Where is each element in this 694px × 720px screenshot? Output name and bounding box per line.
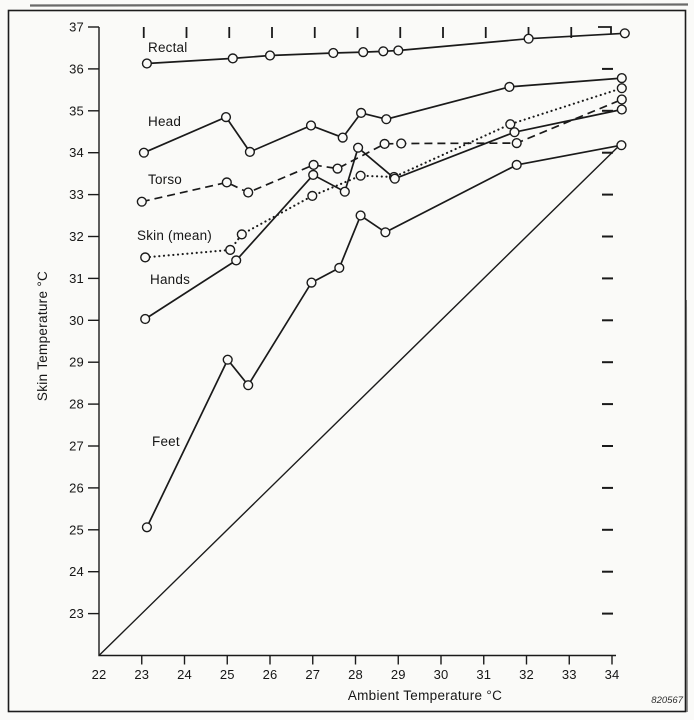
data-point-marker — [307, 278, 316, 287]
x-axis-title: Ambient Temperature °C — [347, 688, 503, 703]
series-label-skin-mean: Skin (mean) — [137, 228, 212, 243]
data-point-marker — [329, 49, 338, 58]
x-axis — [92, 656, 620, 683]
data-point-marker — [359, 48, 368, 57]
y-tick-label: 28 — [69, 396, 84, 412]
data-point-marker — [143, 59, 152, 68]
y-tick-label: 34 — [69, 145, 84, 161]
x-tick-label: 22 — [91, 667, 107, 682]
y-tick-label: 33 — [69, 187, 84, 203]
data-point-marker — [379, 47, 388, 56]
x-tick-label: 33 — [561, 667, 577, 682]
series-torso — [137, 95, 626, 206]
data-point-marker — [617, 105, 626, 114]
y-tick-label: 30 — [69, 312, 84, 328]
x-tick-label: 25 — [219, 667, 235, 682]
page-border — [9, 11, 686, 712]
top-ticks — [144, 27, 572, 38]
x-tick-label: 28 — [348, 667, 363, 682]
data-point-marker — [143, 523, 152, 532]
scan-smudge-right — [686, 300, 687, 712]
data-point-marker — [354, 143, 363, 152]
data-point-marker — [382, 115, 391, 124]
data-point-marker — [356, 171, 365, 180]
y-tick-label: 36 — [69, 61, 84, 77]
data-point-marker — [394, 46, 403, 55]
data-point-marker — [141, 253, 150, 262]
data-point-marker — [237, 230, 246, 239]
data-point-marker — [308, 192, 317, 201]
y-tick-label: 35 — [69, 103, 84, 119]
corner-tick — [598, 27, 611, 34]
y-axis — [69, 20, 99, 622]
y-tick-label: 27 — [69, 438, 84, 454]
series-label-head: Head — [148, 114, 182, 129]
data-point-marker — [617, 95, 626, 104]
x-tick-label: 31 — [476, 667, 492, 682]
data-point-marker — [381, 228, 390, 237]
y-tick-label: 31 — [69, 270, 84, 286]
data-point-marker — [617, 141, 626, 150]
data-point-marker — [309, 171, 318, 180]
data-point-marker — [620, 29, 629, 38]
series-label-hands: Hands — [150, 272, 191, 287]
x-tick-label: 23 — [134, 667, 150, 682]
data-point-marker — [380, 140, 389, 149]
data-point-marker — [512, 139, 521, 148]
data-point-marker — [232, 256, 241, 265]
data-point-marker — [617, 84, 626, 93]
series-rectal — [143, 29, 630, 68]
data-point-marker — [137, 197, 146, 206]
x-tick-label: 26 — [262, 667, 278, 682]
y-tick-label: 25 — [69, 522, 84, 538]
data-point-marker — [244, 188, 253, 197]
x-tick-label: 24 — [177, 667, 192, 682]
figure-number: 820567 — [651, 695, 683, 706]
y-tick-label: 32 — [69, 229, 84, 244]
series-label-torso: Torso — [148, 172, 183, 187]
y-tick-label: 29 — [69, 354, 84, 370]
y-tick-label: 26 — [69, 480, 84, 496]
data-point-marker — [226, 246, 235, 255]
scan-smudge-top — [30, 5, 688, 6]
data-point-marker — [223, 355, 232, 364]
data-point-marker — [397, 139, 406, 148]
series-label-rectal: Rectal — [148, 40, 188, 55]
data-point-marker — [222, 178, 231, 187]
data-point-marker — [617, 74, 626, 83]
data-point-marker — [510, 128, 519, 137]
series-feet — [143, 141, 626, 532]
series-hands — [141, 105, 626, 323]
data-point-marker — [333, 164, 342, 173]
data-point-marker — [246, 148, 255, 157]
data-point-marker — [512, 161, 521, 170]
series-label-feet: Feet — [152, 434, 180, 449]
x-tick-label: 30 — [433, 667, 449, 682]
y-axis-title: Skin Temperature °C — [35, 270, 50, 402]
series-feet-line — [147, 145, 622, 527]
x-tick-label: 32 — [519, 667, 534, 682]
x-tick-label: 29 — [390, 667, 406, 682]
y-tick-label: 24 — [69, 564, 84, 580]
data-point-marker — [140, 148, 149, 157]
right-ticks — [602, 69, 613, 614]
data-point-marker — [505, 83, 514, 92]
data-point-marker — [266, 51, 275, 60]
y-tick-label: 23 — [69, 606, 84, 622]
data-point-marker — [356, 211, 365, 220]
data-point-marker — [309, 161, 318, 170]
x-tick-label: 27 — [305, 667, 321, 682]
data-point-marker — [228, 54, 237, 63]
data-point-marker — [340, 187, 349, 196]
data-point-marker — [222, 113, 231, 122]
data-point-marker — [357, 109, 366, 118]
data-point-marker — [307, 121, 316, 130]
data-point-marker — [244, 381, 253, 390]
y-tick-label: 37 — [69, 19, 84, 35]
data-point-marker — [390, 174, 399, 183]
x-tick-label: 34 — [604, 667, 620, 682]
data-point-marker — [338, 133, 347, 142]
data-point-marker — [141, 315, 150, 324]
data-point-marker — [524, 34, 533, 43]
data-point-marker — [335, 264, 344, 273]
series-torso-line — [142, 100, 622, 202]
